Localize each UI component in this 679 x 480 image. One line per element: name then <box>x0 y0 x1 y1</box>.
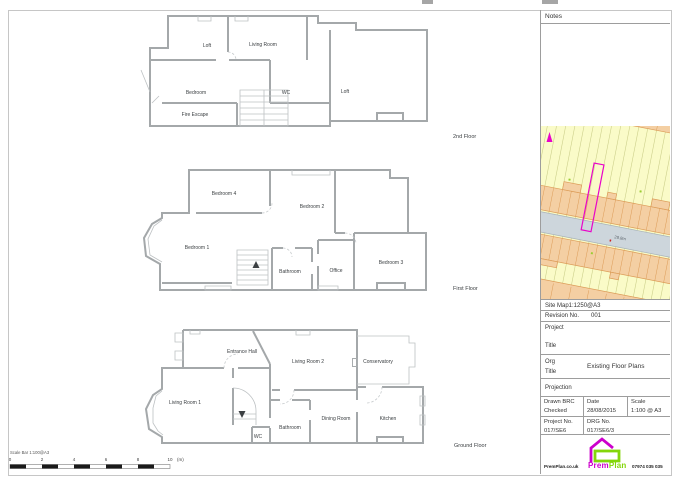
notes-header-rule <box>541 23 670 24</box>
drg-no-value: 017/SE6/3 <box>587 428 615 434</box>
project-label: Project <box>545 325 564 331</box>
scale-tick-8: 8 <box>136 457 140 462</box>
scale-tick-6: 6 <box>104 457 108 462</box>
floor-label-ground: Ground Floor <box>454 443 487 449</box>
floor-label-2nd: 2nd Floor <box>453 134 477 140</box>
checked-label: Checked <box>544 408 567 414</box>
drg-no-label: DRG No. <box>587 419 611 425</box>
map-road-width-label: 28.8m <box>613 234 627 242</box>
scale-bar-label: Scale Bar 1:100@A3 <box>10 450 50 455</box>
cell-project-no <box>541 417 584 434</box>
room-label-bedroom: Bedroom <box>185 90 207 96</box>
cell-drawn <box>541 397 584 416</box>
room-label-bathroom-ground: Bathroom <box>279 425 301 431</box>
premplan-house-logo-icon <box>586 436 624 463</box>
room-label-wc-2nd: WC <box>281 90 291 96</box>
room-label-dining-room: Dining Room <box>321 416 351 422</box>
scale-tick-0: 0 <box>8 457 12 462</box>
cell-scale <box>628 397 670 416</box>
website-text: PremPlan.co.uk <box>544 464 579 469</box>
floor-label-first: First Floor <box>453 286 478 292</box>
row-org-title <box>541 355 670 379</box>
conservatory-door-glyph <box>352 358 358 367</box>
org-label: Org <box>545 359 556 365</box>
site-map-caption: Site Map1:1250@A3 <box>545 303 601 309</box>
room-label-living-room: Living Room <box>249 42 277 48</box>
room-label-living-room-1: Living Room 1 <box>169 400 201 406</box>
room-label-bedroom-4: Bedroom 4 <box>211 191 237 197</box>
project-no-value: 017/SE6 <box>544 428 567 434</box>
row-revision <box>541 311 670 322</box>
date-label: Date <box>587 399 600 405</box>
room-label-bathroom-first: Bathroom <box>279 269 301 275</box>
site-map <box>541 126 670 299</box>
cell-date <box>584 397 628 416</box>
logo-plan: Plan <box>608 461 627 470</box>
room-label-bedroom-3: Bedroom 3 <box>378 260 404 266</box>
project-no-label: Project No. <box>544 419 573 425</box>
row-site-map-caption <box>541 299 670 311</box>
scale-label: Scale <box>631 399 646 405</box>
revision-value: 001 <box>591 313 602 319</box>
room-label-bedroom-1: Bedroom 1 <box>184 245 210 251</box>
scale-value: 1:100 @ A3 <box>631 408 662 414</box>
row-drawn-date-scale <box>541 397 670 417</box>
room-label-office: Office <box>329 268 343 274</box>
cell-drg-no <box>584 417 670 434</box>
room-label-bedroom-2: Bedroom 2 <box>299 204 325 210</box>
room-label-loft-left: Loft <box>202 43 212 49</box>
title-label: Title <box>545 343 557 349</box>
scale-tick-2: 2 <box>40 457 44 462</box>
room-label-kitchen: Kitchen <box>379 416 397 422</box>
room-label-fire-escape: Fire Escape <box>181 112 209 118</box>
room-label-living-room-2: Living Room 2 <box>292 359 324 365</box>
room-label-conservatory: Conservatory <box>363 359 393 365</box>
notes-header: Notes <box>545 13 562 20</box>
drawing-title: Existing Floor Plans <box>587 363 645 370</box>
plan-2nd-floor <box>141 16 427 126</box>
logo-prem: Prem <box>588 461 609 470</box>
scale-bar-graphic <box>10 465 170 469</box>
org-title-label: Title <box>545 369 557 375</box>
scale-tick-4: 4 <box>72 457 76 462</box>
phone-text: 07974 035 035 <box>632 464 663 469</box>
row-projection <box>541 379 670 397</box>
projection-label: Projection <box>545 385 572 391</box>
scale-tick-10: 10 <box>167 457 173 462</box>
room-label-loft-right: Loft <box>340 89 350 95</box>
scale-unit: (m) <box>177 457 184 462</box>
row-project-title <box>541 322 670 355</box>
premplan-logo-text <box>588 461 627 470</box>
room-label-wc-ground: WC <box>253 434 263 440</box>
row-project-drg-no <box>541 417 670 435</box>
date-value: 28/08/2015 <box>587 408 617 414</box>
drawn-label: Drawn BRC <box>544 399 575 405</box>
revision-label: Revision No. <box>545 313 580 319</box>
room-label-entrance-hall: Entrance Hall <box>226 349 258 355</box>
